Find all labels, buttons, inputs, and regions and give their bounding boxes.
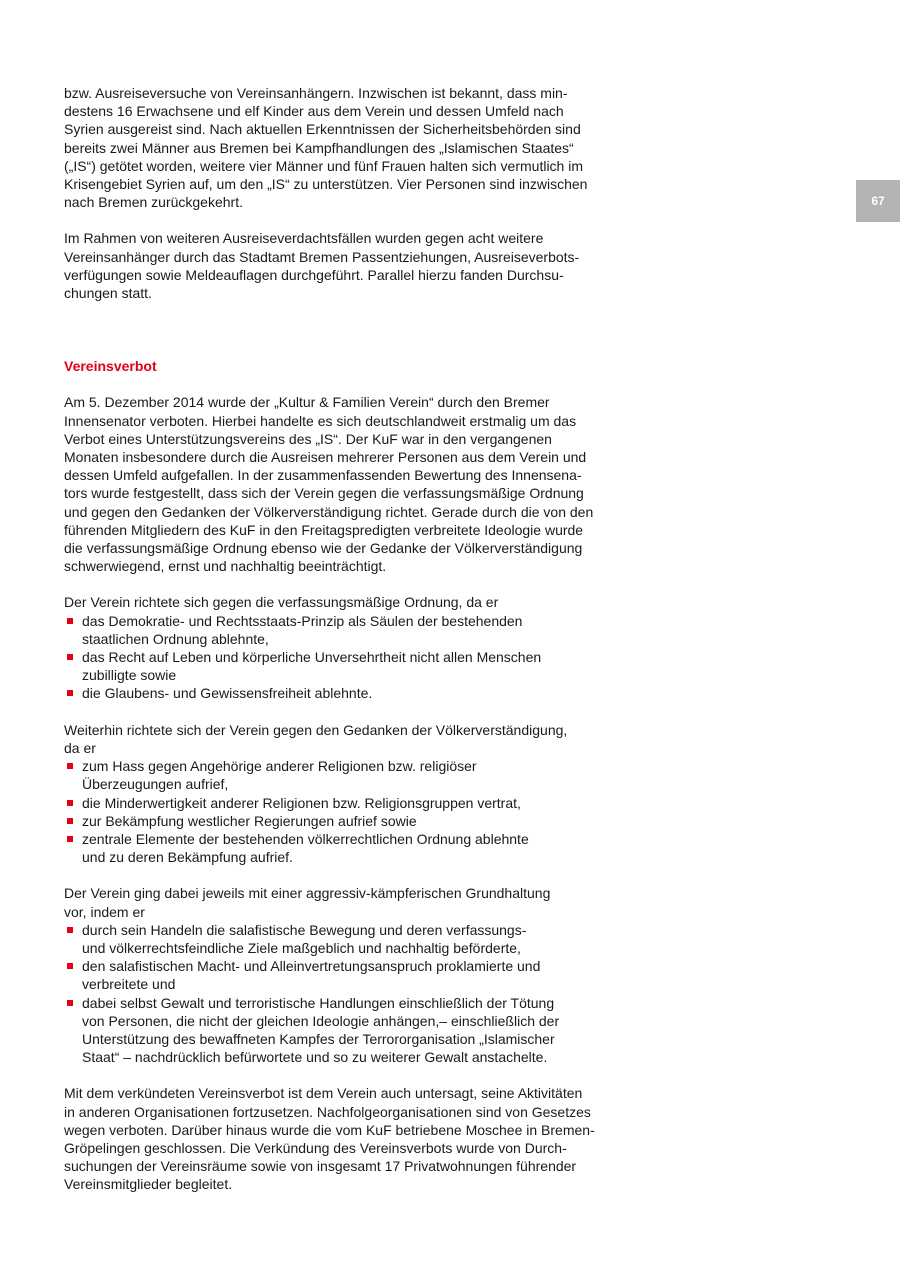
paragraph	[64, 393, 624, 575]
list-intro	[64, 884, 624, 920]
text-line: verfügungen sowie Meldeauflagen durchgeführt. Parallel hierzu fanden Durchsu-	[64, 266, 564, 283]
text-line: die verfassungsmäßige Ordnung ebenso wie der Gedanke der Völkerverständigung	[64, 540, 583, 557]
text-line: chungen statt.	[64, 285, 152, 302]
text-line: Mit dem verkündeten Vereinsverbot ist dem Verein auch untersagt, seine Aktivitäten	[64, 1085, 583, 1102]
list-item-line: die Glaubens- und Gewissensfreiheit ablehnte.	[82, 685, 373, 702]
list-item	[64, 757, 624, 793]
text-line: Innensenator verboten. Hierbei handelte es sich deutschlandweit erstmalig um das	[64, 412, 577, 429]
text-line: Gröpelingen geschlossen. Die Verkündung des Vereinsverbots wurde von Durch-	[64, 1139, 567, 1156]
list-intro	[64, 721, 624, 757]
list-item	[64, 648, 624, 684]
list-item-line: dabei selbst Gewalt und terroristische Handlungen einschließlich der Tötung	[82, 994, 555, 1011]
text-line: destens 16 Erwachsene und elf Kinder aus dem Verein und dessen Umfeld nach	[64, 103, 564, 120]
list-item-line: und zu deren Bekämpfung aufrief.	[82, 849, 293, 866]
text-line: und gegen den Gedanken der Völkerverständigung richtet. Gerade durch die von den	[64, 503, 594, 520]
list-item-line: Staat“ – nachdrücklich befürwortete und so zu weiterer Gewalt anstachelte.	[82, 1049, 548, 1066]
list-item	[64, 812, 624, 830]
list-item-line: Unterstützung des bewaffneten Kampfes der Terrororganisation „Islamischer	[82, 1030, 555, 1047]
list-item	[64, 794, 624, 812]
list-item-line: zum Hass gegen Angehörige anderer Religionen bzw. religiöser	[82, 758, 477, 775]
text-line: Krisengebiet Syrien auf, um den „IS“ zu unterstützen. Vier Personen sind inzwischen	[64, 176, 588, 193]
list-item-line: die Minderwertigkeit anderer Religionen bzw. Religionsgruppen vertrat,	[82, 794, 521, 811]
page-number: 67	[871, 194, 885, 208]
text-line: dessen Umfeld aufgefallen. In der zusammenfassenden Bewertung des Innensena-	[64, 467, 582, 484]
text-line: Am 5. Dezember 2014 wurde der „Kultur & Familien Verein“ durch den Bremer	[64, 394, 550, 411]
paragraph	[64, 84, 624, 211]
bullet-list	[64, 921, 624, 1067]
list-intro	[64, 593, 624, 611]
text-line: Der Verein richtete sich gegen die verfassungsmäßige Ordnung, da er	[64, 594, 499, 611]
text-line: bzw. Ausreiseversuche von Vereinsanhängern. Inzwischen ist bekannt, dass min-	[64, 85, 568, 101]
list-item	[64, 994, 624, 1067]
page-number-tab	[856, 180, 900, 222]
text-line: nach Bremen zurückgekehrt.	[64, 194, 243, 211]
list-item-line: von Personen, die nicht der gleichen Ideologie anhängen,– einschließlich der	[82, 1012, 560, 1029]
list-item-line: verbreitete und	[82, 976, 176, 993]
bullet-list	[64, 612, 624, 703]
text-line: Syrien ausgereist sind. Nach aktuellen Erkenntnissen der Sicherheitsbehörden sind	[64, 121, 581, 138]
list-item	[64, 921, 624, 957]
text-line: wegen verboten. Darüber hinaus wurde die vom KuF betriebene Moschee in Bremen-	[64, 1121, 595, 1138]
list-item-line: staatlichen Ordnung ablehnte,	[82, 630, 269, 647]
list-item-line: durch sein Handeln die salafistische Bewegung und deren verfassungs-	[82, 921, 527, 938]
text-line: Vereinsanhänger durch das Stadtamt Bremen Passentziehungen, Ausreiseverbots-	[64, 248, 580, 265]
text-line: Vereinsmitglieder begleitet.	[64, 1176, 233, 1193]
list-item-line: zubilligte sowie	[82, 667, 177, 684]
text-line: Monaten insbesondere durch die Ausreisen mehrerer Personen aus dem Verein und	[64, 449, 587, 466]
list-item	[64, 830, 624, 866]
text-line: Verbot eines Unterstützungsvereins des „IS“. Der KuF war in den vergangenen	[64, 430, 552, 447]
paragraph	[64, 229, 624, 302]
list-item	[64, 612, 624, 648]
text-line: schwerwiegend, ernst und nachhaltig beeinträchtigt.	[64, 558, 387, 575]
section-heading: Vereinsverbot	[64, 358, 157, 375]
text-line: bereits zwei Männer aus Bremen bei Kampfhandlungen des „Islamischen Staates“	[64, 139, 574, 156]
list-item	[64, 957, 624, 993]
list-item	[64, 684, 624, 702]
text-line: da er	[64, 739, 96, 756]
text-line: Im Rahmen von weiteren Ausreiseverdachtsfällen wurden gegen acht weitere	[64, 230, 544, 247]
list-item-line: zentrale Elemente der bestehenden völkerrechtlichen Ordnung ablehnte	[82, 830, 529, 847]
list-item-line: das Demokratie- und Rechtsstaats-Prinzip als Säulen der bestehenden	[82, 612, 523, 629]
text-line: vor, indem er	[64, 903, 145, 920]
list-item-line: den salafistischen Macht- und Alleinvertretungsanspruch proklamierte und	[82, 958, 541, 975]
bullet-list	[64, 757, 624, 866]
list-item-line: und völkerrechtsfeindliche Ziele maßgeblich und nachhaltig beförderte,	[82, 939, 521, 956]
list-item-line: zur Bekämpfung westlicher Regierungen aufrief sowie	[82, 812, 417, 829]
paragraph	[64, 1084, 624, 1193]
text-line: suchungen der Vereinsräume sowie von insgesamt 17 Privatwohnungen führender	[64, 1158, 577, 1175]
text-line: tors wurde festgestellt, dass sich der Verein gegen die verfassungsmäßige Ordnung	[64, 485, 584, 502]
list-item-line: das Recht auf Leben und körperliche Unversehrtheit nicht allen Menschen	[82, 649, 542, 666]
text-line: in anderen Organisationen fortzusetzen. Nachfolgeorganisationen sind von Gesetzes	[64, 1103, 591, 1120]
text-line: führenden Mitgliedern des KuF in den Freitagspredigten verbreitete Ideologie wurde	[64, 521, 584, 538]
text-line: Der Verein ging dabei jeweils mit einer aggressiv-kämpferischen Grundhaltung	[64, 885, 551, 902]
document-body	[64, 84, 624, 1194]
text-line: Weiterhin richtete sich der Verein gegen den Gedanken der Völkerverständigung,	[64, 721, 568, 738]
list-item-line: Überzeugungen aufrief,	[82, 776, 229, 793]
text-line: („IS“) getötet worden, weitere vier Männer und fünf Frauen halten sich vermutlich im	[64, 157, 584, 174]
